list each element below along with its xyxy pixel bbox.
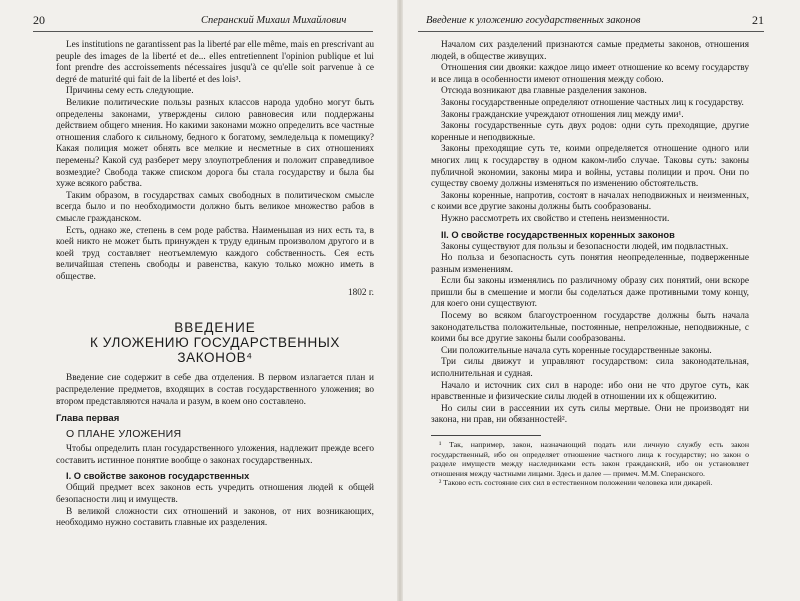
footnote-rule xyxy=(431,435,541,436)
paragraph: Законы коренные, напротив, состоят в началах неподвижных и неизменных, с коими все другие законы должны быть сообразованы. xyxy=(431,190,749,213)
chapter-paragraph: Чтобы определить план государственного уложения, надлежит прежде всего составить истинное понятие вообще о законах государственных. xyxy=(56,444,374,466)
paragraph: Таким образом, в государствах самых свободных в политическом смысле всегда было и по необходимости должно быть великое множество рабов в смысле гражданском. xyxy=(56,190,374,224)
section-paragraph: Законы существуют для пользы и безопасности людей, им подвластных. xyxy=(441,241,729,252)
chapter-subtitle: О ПЛАНЕ УЛОЖЕНИЯ xyxy=(66,428,182,441)
paragraph: Законы государственные определяют отношение частных лиц к государству. xyxy=(441,97,744,108)
section-paragraph: Если бы законы изменялись по различному образу сих понятий, они вскоре пришли бы в смешение и могли бы соделаться даже противными тому концу, для коего они существуют. xyxy=(431,276,749,310)
paragraph: Законы преходящие суть те, коими определяется отношение одного или многих лиц к государству в одном каком-либо случае. Таковы суть: законы публичной экономии, законы мира и войны, уставы полиции и проч. Они по существу своему должны изменяться по изменению обстоятельств. xyxy=(431,144,749,190)
right-page-number: 21 xyxy=(752,13,764,27)
paragraph: Законы гражданские учреждают отношения лиц между ими¹. xyxy=(441,109,684,120)
paragraph: Нужно рассмотреть их свойство и степень неизменности. xyxy=(441,213,670,224)
introduction-title-line1: ВВЕДЕНИЕ xyxy=(174,320,256,336)
paragraph: Началом сих разделений признаются самые предметы законов, отношения людей, в обществе живущих. xyxy=(431,40,749,62)
date-signature: 1802 г. xyxy=(347,288,374,299)
left-page-number: 20 xyxy=(33,13,45,27)
section-heading: II. О свойстве государственных коренных законов xyxy=(441,229,675,240)
paragraph: Великие политические пользы разных классов народа удобно могут быть определены законами, утверждены силою равновесия или поддержаны действием общего мнения. Но какими законами можно определить все частные отношения слабого к сильному, бедного к богатому, земледельца к помещику? Какая полиция может обнять все мелкие и несметные в сих отношениях перемены? Какой суд разберет меру злоупотребления и положит справедливое возмездие? Свобода также списком дорога бы стала государству и была бы хуже всякого рабства. xyxy=(56,97,374,190)
paragraph: Законы государственные суть двух родов: одни суть преходящие, другие коренные и неподвижные. xyxy=(431,121,749,143)
book-gutter xyxy=(397,0,403,601)
footnote: ² Таково есть состояние сих сил в естественном положении человека или дикарей. xyxy=(439,478,713,488)
left-header-title: Сперанский Михаил Михайлович xyxy=(201,15,347,26)
paragraph: Причины сему есть следующие. xyxy=(66,86,194,97)
section-paragraph: Посему во всяком благоустроенном государстве должны быть начала законодательства положительные, постоянные, непреложные, неподвижные, с коими бы все другие законы были сообразованы. xyxy=(431,311,749,345)
right-page xyxy=(431,40,749,595)
paragraph: Отсюда возникают два главные разделения законов. xyxy=(441,86,647,97)
introduction-paragraph: Введение сие содержит в себе два отделения. В первом излагается план и распределение предметов, входящих в состав государственного уложения; во втором представляются начала и разум, в коем оно составлено. xyxy=(56,373,374,407)
right-running-header xyxy=(418,15,764,32)
french-quote: Les institutions ne garantissent pas la liberté par elle même, mais en prescrivant au peuple des images de la liberté et de... elles entretiennent l'opinion publique et lui font prendre des accroissements nécessaires jusqu'à ce qu'elle soit parvenue à ce degré de maturité qui fait de la liberté et des lois³. xyxy=(56,40,374,85)
introduction-title xyxy=(56,320,374,365)
chapter-label: Глава первая xyxy=(56,413,120,425)
left-running-header xyxy=(33,15,373,32)
paragraph: Есть, однако же, степень в сем роде рабства. Наименьшая из них есть та, в коей никто не может быть принужден к труду единым произволом другого и в коей труд составляет неотъемлемую каждого собственность. Сея есть величайшая степень свободы и равенства, какую только можно иметь в обществе. xyxy=(56,225,374,282)
section-paragraph: В великой сложности сих отношений и законов, от них возникающих, необходимо нужно составить главные их разделения. xyxy=(56,506,374,529)
paragraph: Отношения сии двояки: каждое лицо имеет отношение ко всему государству и все лица в особенности имеют отношения между собою. xyxy=(431,63,749,85)
section-paragraph: Начало и источник сих сил в народе: ибо они не что другое суть, как нравственные и физические силы людей в отношении их к общежитию. xyxy=(431,380,749,403)
introduction-title-line2: К УЛОЖЕНИЮ ГОСУДАРСТВЕННЫХ ЗАКОНОВ⁴ xyxy=(89,335,341,366)
section-paragraph: Общий предмет всех законов есть учредить отношения людей к общей безопасности лиц и имуществ. xyxy=(56,483,374,506)
section-heading: I. О свойстве законов государственных xyxy=(66,471,250,482)
section-paragraph: Но польза и безопасность суть понятия неопределенные, подверженные разным изменениям. xyxy=(431,253,749,275)
section-paragraph: Три силы движут и управляют государством: сила законодательная, исполнительная и судная. xyxy=(431,357,749,380)
section-paragraph: Но силы сии в рассеянии их суть силы мертвые. Они не производят ни закона, ни прав, ни обязанностей². xyxy=(431,403,749,426)
section-paragraph: Сии положительные начала суть коренные государственные законы. xyxy=(441,345,712,356)
right-header-title: Введение к уложению государственных законов xyxy=(426,15,641,26)
left-page xyxy=(56,40,374,595)
footnote: ¹ Так, например, закон, назначающий подать или личную службу есть закон государственный, ибо он определяет отношение частного лица к государству; но закон о разделе имуществ между наследниками есть закон гражданский, ибо он установляет отношения между частными лицами. Здесь и далее — примеч. М.М. Сперанского. xyxy=(431,440,749,478)
